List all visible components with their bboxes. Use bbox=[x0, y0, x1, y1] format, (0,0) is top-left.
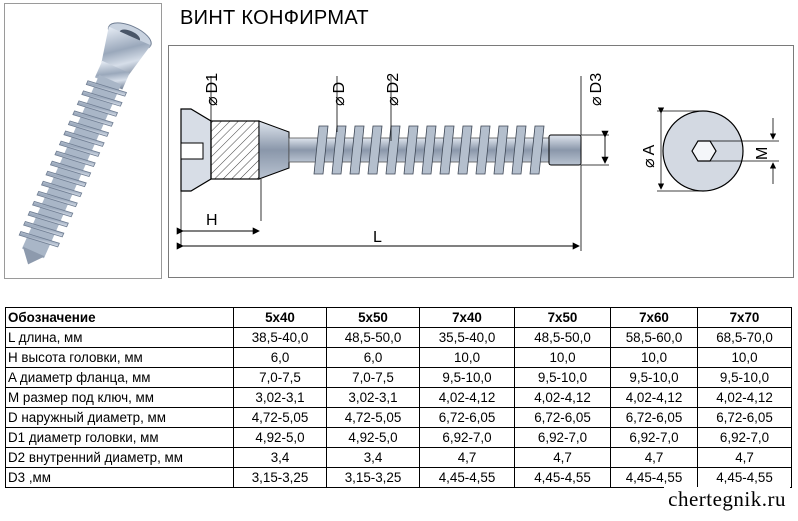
table-row bbox=[6, 468, 792, 488]
thread-ridge bbox=[368, 126, 382, 174]
thread-ridge bbox=[512, 126, 526, 174]
table-cell: 9,5-10,0 bbox=[420, 368, 515, 388]
table-cell: 6,0 bbox=[234, 348, 327, 368]
dim-label-d2: D2 bbox=[385, 72, 402, 94]
table-cell: 48,5-50,0 bbox=[515, 328, 611, 348]
table-cell: 4,02-4,12 bbox=[698, 388, 792, 408]
row-label: D2 внутренний диаметр, мм bbox=[6, 448, 234, 468]
table-cell: 10,0 bbox=[420, 348, 515, 368]
table-row bbox=[6, 408, 792, 428]
screw-tip bbox=[549, 135, 581, 165]
dim-label-h: H bbox=[206, 212, 218, 229]
dim-m bbox=[754, 147, 771, 160]
table-cell: 4,02-4,12 bbox=[420, 388, 515, 408]
dim-a bbox=[641, 144, 658, 168]
svg-text:⌀D2: ⌀D2 bbox=[385, 72, 402, 106]
table-row bbox=[6, 368, 792, 388]
table-cell: 4,02-4,12 bbox=[611, 388, 698, 408]
table-row bbox=[6, 328, 792, 348]
table-cell: 3,4 bbox=[327, 448, 420, 468]
table-row bbox=[6, 388, 792, 408]
dim-d1 bbox=[204, 73, 221, 106]
thread-ridge bbox=[332, 126, 346, 174]
thread-ridge bbox=[314, 126, 328, 174]
table-cell: 9,5-10,0 bbox=[611, 368, 698, 388]
table-cell: 4,7 bbox=[611, 448, 698, 468]
table-cell: 6,72-6,05 bbox=[420, 408, 515, 428]
dim-d bbox=[331, 82, 348, 106]
svg-text:⌀D: ⌀D bbox=[331, 81, 348, 106]
row-label: D1 диаметр головки, мм bbox=[6, 428, 234, 448]
table-cell: 3,4 bbox=[234, 448, 327, 468]
table-cell: 38,5-40,0 bbox=[234, 328, 327, 348]
dim-label-a: A bbox=[641, 144, 658, 156]
site-watermark: chertegnik.ru bbox=[664, 487, 790, 512]
table-cell: 4,45-4,55 bbox=[698, 468, 792, 488]
row-label: M размер под ключ, мм bbox=[6, 388, 234, 408]
column-header-size: 7x60 bbox=[611, 308, 698, 328]
thread-ridge bbox=[458, 126, 472, 174]
table-row bbox=[6, 428, 792, 448]
table-cell: 3,02-3,1 bbox=[234, 388, 327, 408]
svg-text:⌀A: ⌀A bbox=[641, 144, 658, 168]
row-label: H высота головки, мм bbox=[6, 348, 234, 368]
page-title: ВИНТ КОНФИРМАТ bbox=[180, 7, 369, 29]
thread-ridge bbox=[440, 126, 454, 174]
row-label: D наружный диаметр, мм bbox=[6, 408, 234, 428]
column-header-size: 7x50 bbox=[515, 308, 611, 328]
table-cell: 6,92-7,0 bbox=[515, 428, 611, 448]
row-label: D3 ,мм bbox=[6, 468, 234, 488]
table-cell: 58,5-60,0 bbox=[611, 328, 698, 348]
dim-label-d: D bbox=[331, 81, 348, 94]
table-cell: 4,7 bbox=[420, 448, 515, 468]
table-cell: 4,92-5,0 bbox=[234, 428, 327, 448]
table-cell: 6,92-7,0 bbox=[698, 428, 792, 448]
table-header-row bbox=[6, 308, 792, 328]
svg-text:⌀D3: ⌀D3 bbox=[588, 72, 605, 106]
table-cell: 6,92-7,0 bbox=[420, 428, 515, 448]
dim-label-l: L bbox=[373, 229, 382, 246]
screw-photo bbox=[5, 4, 161, 278]
column-header-size: 7x70 bbox=[698, 308, 792, 328]
table-cell: 7,0-7,5 bbox=[234, 368, 327, 388]
table-cell: 4,45-4,55 bbox=[611, 468, 698, 488]
thread-ridge bbox=[404, 126, 418, 174]
dim-d3 bbox=[588, 73, 605, 106]
dim-d2 bbox=[385, 73, 402, 106]
column-header-designation: Обозначение bbox=[6, 308, 234, 328]
table-cell: 3,15-3,25 bbox=[327, 468, 420, 488]
table-cell: 68,5-70,0 bbox=[698, 328, 792, 348]
column-header-size: 5x40 bbox=[234, 308, 327, 328]
table-cell: 6,72-6,05 bbox=[515, 408, 611, 428]
column-header-size: 5x50 bbox=[327, 308, 420, 328]
table-row bbox=[6, 348, 792, 368]
table-cell: 4,7 bbox=[698, 448, 792, 468]
row-label: L длина, мм bbox=[6, 328, 234, 348]
dim-label-m: M bbox=[754, 146, 771, 160]
screw-photo-frame bbox=[4, 3, 162, 279]
table-cell: 4,7 bbox=[515, 448, 611, 468]
table-cell: 6,92-7,0 bbox=[611, 428, 698, 448]
table-cell: 35,5-40,0 bbox=[420, 328, 515, 348]
table-cell: 6,0 bbox=[327, 348, 420, 368]
dim-label-d1: D1 bbox=[204, 72, 221, 94]
table-cell: 4,45-4,55 bbox=[515, 468, 611, 488]
table-cell: 3,15-3,25 bbox=[234, 468, 327, 488]
table-cell: 4,45-4,55 bbox=[420, 468, 515, 488]
thread-ridge bbox=[350, 126, 364, 174]
table-cell: 4,72-5,05 bbox=[234, 408, 327, 428]
table-cell: 9,5-10,0 bbox=[515, 368, 611, 388]
dim-label-d3: D3 bbox=[588, 72, 605, 94]
thread-ridge bbox=[386, 126, 400, 174]
table-cell: 3,02-3,1 bbox=[327, 388, 420, 408]
thread-ridge bbox=[530, 126, 544, 174]
hex-socket-section bbox=[181, 143, 203, 159]
table-cell: 6,72-6,05 bbox=[611, 408, 698, 428]
thread-ridge bbox=[422, 126, 436, 174]
hex-socket-end-view bbox=[692, 141, 716, 161]
table-cell: 10,0 bbox=[611, 348, 698, 368]
technical-drawing-frame bbox=[168, 45, 794, 278]
table-cell: 10,0 bbox=[698, 348, 792, 368]
column-header-size: 7x40 bbox=[420, 308, 515, 328]
table-body bbox=[6, 328, 792, 488]
screw-neck bbox=[259, 121, 289, 179]
spec-table bbox=[5, 307, 792, 488]
table-cell: 10,0 bbox=[515, 348, 611, 368]
svg-text:⌀D1: ⌀D1 bbox=[204, 72, 221, 106]
technical-drawing bbox=[169, 46, 793, 277]
hatched-section bbox=[211, 121, 259, 179]
table-cell: 4,72-5,05 bbox=[327, 408, 420, 428]
thread-ridge bbox=[476, 126, 490, 174]
table-cell: 6,72-6,05 bbox=[698, 408, 792, 428]
table-row bbox=[6, 448, 792, 468]
table-cell: 4,02-4,12 bbox=[515, 388, 611, 408]
thread-ridge bbox=[494, 126, 508, 174]
table-cell: 4,92-5,0 bbox=[327, 428, 420, 448]
table-cell: 48,5-50,0 bbox=[327, 328, 420, 348]
table-cell: 9,5-10,0 bbox=[698, 368, 792, 388]
row-label: A диаметр фланца, мм bbox=[6, 368, 234, 388]
table-cell: 7,0-7,5 bbox=[327, 368, 420, 388]
